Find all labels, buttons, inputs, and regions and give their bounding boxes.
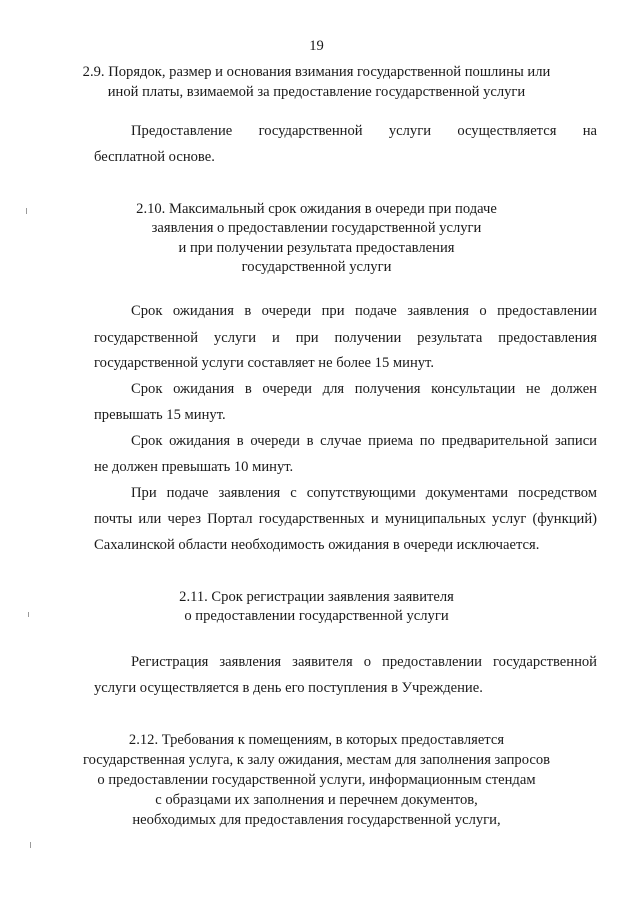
scan-mark [30,842,31,848]
section-heading: и при получении результата предоставления [178,240,455,256]
section-heading: о предоставлении государственной услуги [184,608,449,624]
paragraph-line: государственной услуги и при получении результата предоставления [94,330,597,346]
section-heading: необходимых для предоставления государственной услуги, [132,812,501,828]
paragraph-line: Предоставление государственной услуги осуществляется на [131,123,597,139]
paragraph-line: Срок ожидания в очереди при подаче заявления о предоставлении [131,303,597,319]
section-heading: 2.9. Порядок, размер и основания взимания государственной пошлины или [82,64,551,80]
section-heading: 2.11. Срок регистрации заявления заявителя [179,589,454,605]
paragraph-line: превышать 15 минут. [94,407,226,423]
section-heading: о предоставлении государственной услуги, информационным стендам [97,772,536,788]
section-heading: 2.10. Максимальный срок ожидания в очереди при подаче [136,201,497,217]
paragraph-line: бесплатной основе. [94,149,215,165]
paragraph-line: Регистрация заявления заявителя о предоставлении государственной [131,654,597,670]
paragraph-line: При подаче заявления с сопутствующими документами посредством [131,485,597,501]
section-heading: государственной услуги [241,259,392,275]
paragraph-line: Срок ожидания в очереди для получения консультации не должен [131,381,597,397]
paragraph-line: государственной услуги составляет не более 15 минут. [94,355,434,371]
paragraph-line: услуги осуществляется в день его поступления в Учреждение. [94,680,483,696]
paragraph-line: не должен превышать 10 минут. [94,459,294,475]
section-heading: заявления о предоставлении государственной услуги [151,220,482,236]
page-number: 19 [309,38,324,54]
section-heading: иной платы, взимаемой за предоставление государственной услуги [107,84,526,100]
paragraph-line: почты или через Портал государственных и муниципальных услуг (функций) [94,511,597,527]
section-heading: с образцами их заполнения и перечнем документов, [155,792,478,808]
section-heading: 2.12. Требования к помещениям, в которых предоставляется [128,732,505,748]
paragraph-line: Срок ожидания в очереди в случае приема по предварительной записи [131,433,597,449]
section-heading: государственная услуга, к залу ожидания, местам для заполнения запросов [82,752,551,768]
paragraph-line: Сахалинской области необходимость ожидания в очереди исключается. [94,537,540,553]
